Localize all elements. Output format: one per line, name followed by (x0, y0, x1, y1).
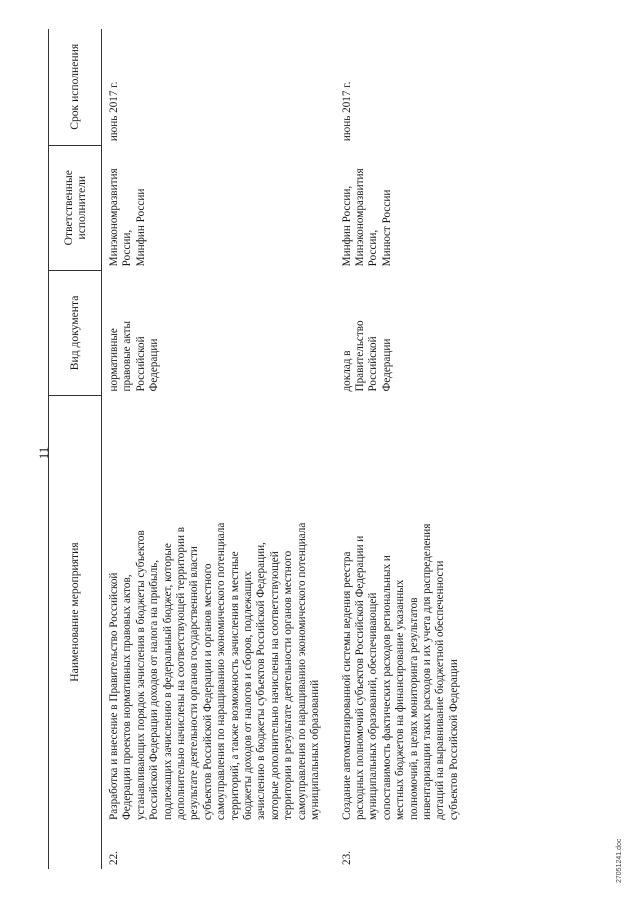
table-row (102, 29, 329, 869)
header-doc: Вид документа (49, 270, 102, 395)
table-row (329, 29, 468, 869)
measures-table (48, 29, 467, 869)
measure-name: Разработка и внесение в Правительство Российской Федерации проектов нормативных правовых актов, устанавливающих порядок зачисления в бюджеты субъектов Российской Федерации доходов от налога на прибыль, подлежащих зачислению в федеральный бюджет, которые дополнительно начислены на соответствующей территории в результате деятельности органов государственной власти субъектов Российской Федерации и органов местного самоуправления по наращиванию экономического потенциала территорий, а также возможность зачисления в местные бюджеты доходов от налогов и сборов, подлежащих зачислению в бюджеты субъектов Российской Федерации, которые дополнительно начислены на соответствующей территории в результате деятельности органов местного самоуправления по наращиванию экономического потенциала муниципальных образований (108, 522, 322, 821)
page-number: 11 (36, 446, 51, 460)
measure-name: Создание автоматизированной системы ведения реестра расходных полномочий субъектов Российской Федерации и муниципальных образований, обеспечивающей сопоставимость фактических расходов региональных и местных бюджетов на финансирование указанных полномочий, в целях мониторинга результатов инвентаризации таких расходов и их учета для распределения дотаций на выравнивание бюджетной обеспеченности субъектов Российской Федерации (340, 523, 460, 821)
document-type: нормативные правовые акты Российской Федерации (108, 320, 161, 392)
file-footer: 27051241.doc (616, 838, 623, 883)
deadline: июнь 2017 г. (108, 81, 120, 142)
table-header-row (49, 29, 102, 869)
document-type: доклад в Правительство Российской Федерации (340, 320, 393, 392)
responsible-executors: Минэкономразвития России, Минфин России (108, 168, 147, 267)
row-number: 23. (340, 851, 353, 865)
header-responsible: Ответственные исполнители (49, 145, 102, 270)
deadline: июнь 2017 г. (340, 81, 353, 142)
header-num (49, 828, 102, 869)
header-name: Наименование мероприятия (49, 396, 102, 829)
responsible-executors: Минфин России, Минэкономразвития России, Минюст России (340, 168, 393, 267)
header-term: Срок исполнения (49, 29, 102, 145)
row-number: 22. (108, 851, 120, 865)
